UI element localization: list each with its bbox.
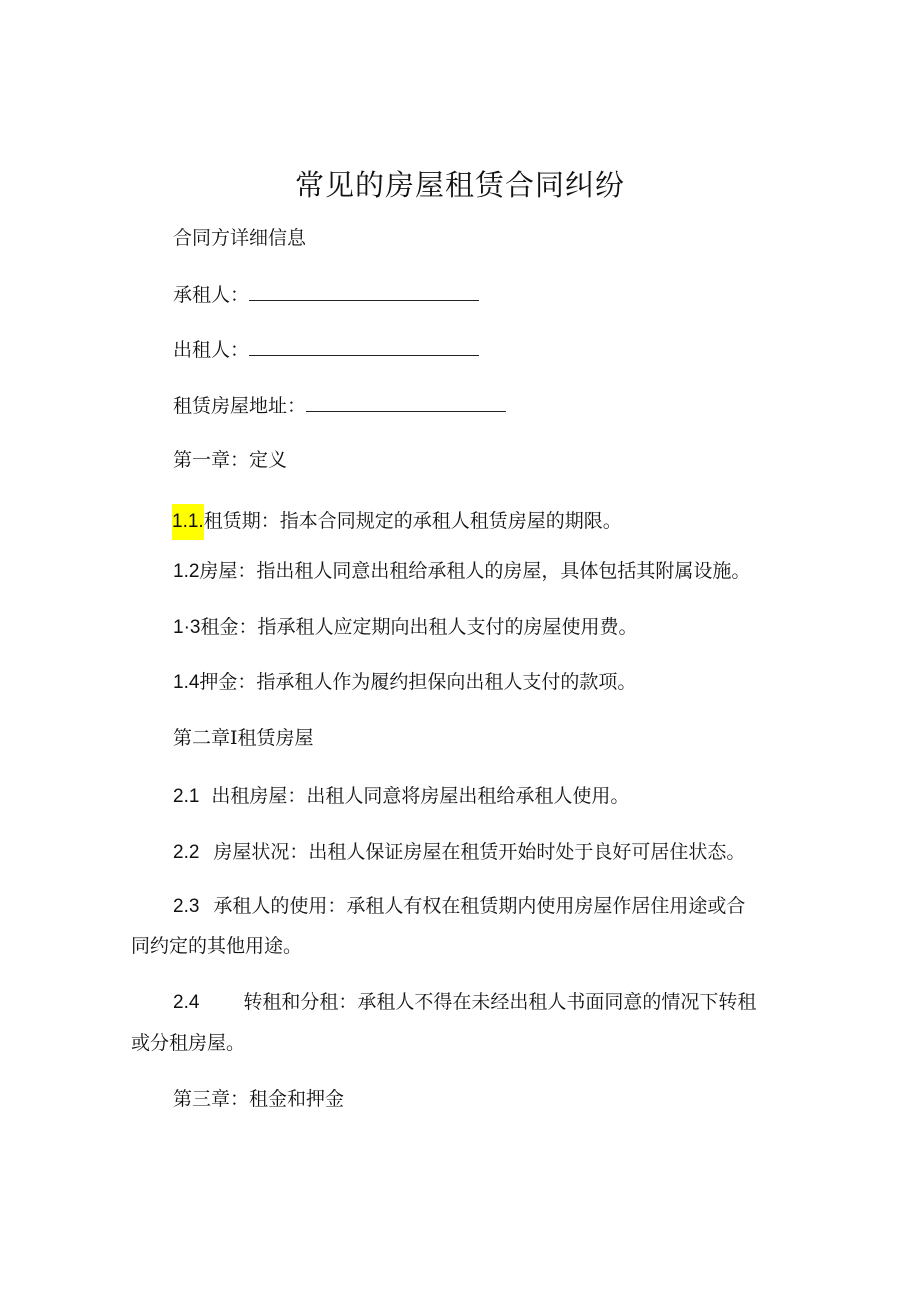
clause-2-2 [173,840,745,865]
clause-1-1 [172,504,622,540]
clause-2-3-line-1 [173,894,745,919]
clause-1-3 [173,615,637,640]
lessor-line [173,337,479,362]
clause-2-1-text: 出租房屋：出租人同意将房屋出租给承租人使用。 [211,785,630,807]
chapter2-heading: 第二章I租赁房屋 [173,727,314,749]
clause-2-1 [173,784,629,809]
chapter3-heading: 第三章：租金和押金 [173,1088,345,1110]
clause-1-3-number: 1·3 [173,617,201,638]
clause-1-2-text: 房屋：指出租人同意出租给承租人的房屋，具体包括其附属设施。 [199,560,751,582]
clause-1-4 [173,670,636,695]
chapter1-heading: 第一章：定义 [173,449,288,471]
lessee-label: 承租人： [173,284,250,306]
document-title: 常见的房屋租赁合同纠纷 [294,168,625,202]
clause-2-4-line-1 [173,990,756,1015]
clause-2-4-text-line-2: 或分租房屋。 [131,1032,246,1054]
clause-1-4-number: 1.4 [173,672,200,693]
clause-1-2 [173,559,750,584]
address-blank [306,393,506,412]
clause-1-2-number: 1.2 [173,561,200,582]
lessee-line [173,282,479,307]
clause-2-4-number: 2.4 [173,992,200,1013]
clause-2-3-number: 2.3 [173,896,200,917]
clause-2-1-number: 2.1 [173,786,200,807]
parties-heading: 合同方详细信息 [173,227,307,249]
lessor-blank [249,337,479,356]
clause-2-2-number: 2.2 [173,842,200,863]
clause-2-3-text-line-1: 承租人的使用：承租人有权在租赁期内使用房屋作居住用途或合 [213,895,746,917]
lessor-label: 出租人： [173,339,250,361]
address-label: 租赁房屋地址： [173,395,307,417]
clause-1-4-text: 押金：指承租人作为履约担保向出租人支付的款项。 [199,671,637,693]
clause-1-3-text: 租金：指承租人应定期向出租人支付的房屋使用费。 [200,616,638,638]
clause-2-2-text: 房屋状况：出租人保证房屋在租赁开始时处于良好可居住状态。 [213,841,746,863]
address-line [173,393,506,418]
clause-1-1-number: 1.1. [172,504,204,540]
clause-2-3-text-line-2: 同约定的其他用途。 [131,935,303,957]
lessee-blank [249,282,479,301]
clause-1-1-text: 租赁期：指本合同规定的承租人租赁房屋的期限。 [203,510,622,532]
clause-2-4-text-line-1: 转租和分租：承租人不得在未经出租人书面同意的情况下转租 [243,991,757,1013]
